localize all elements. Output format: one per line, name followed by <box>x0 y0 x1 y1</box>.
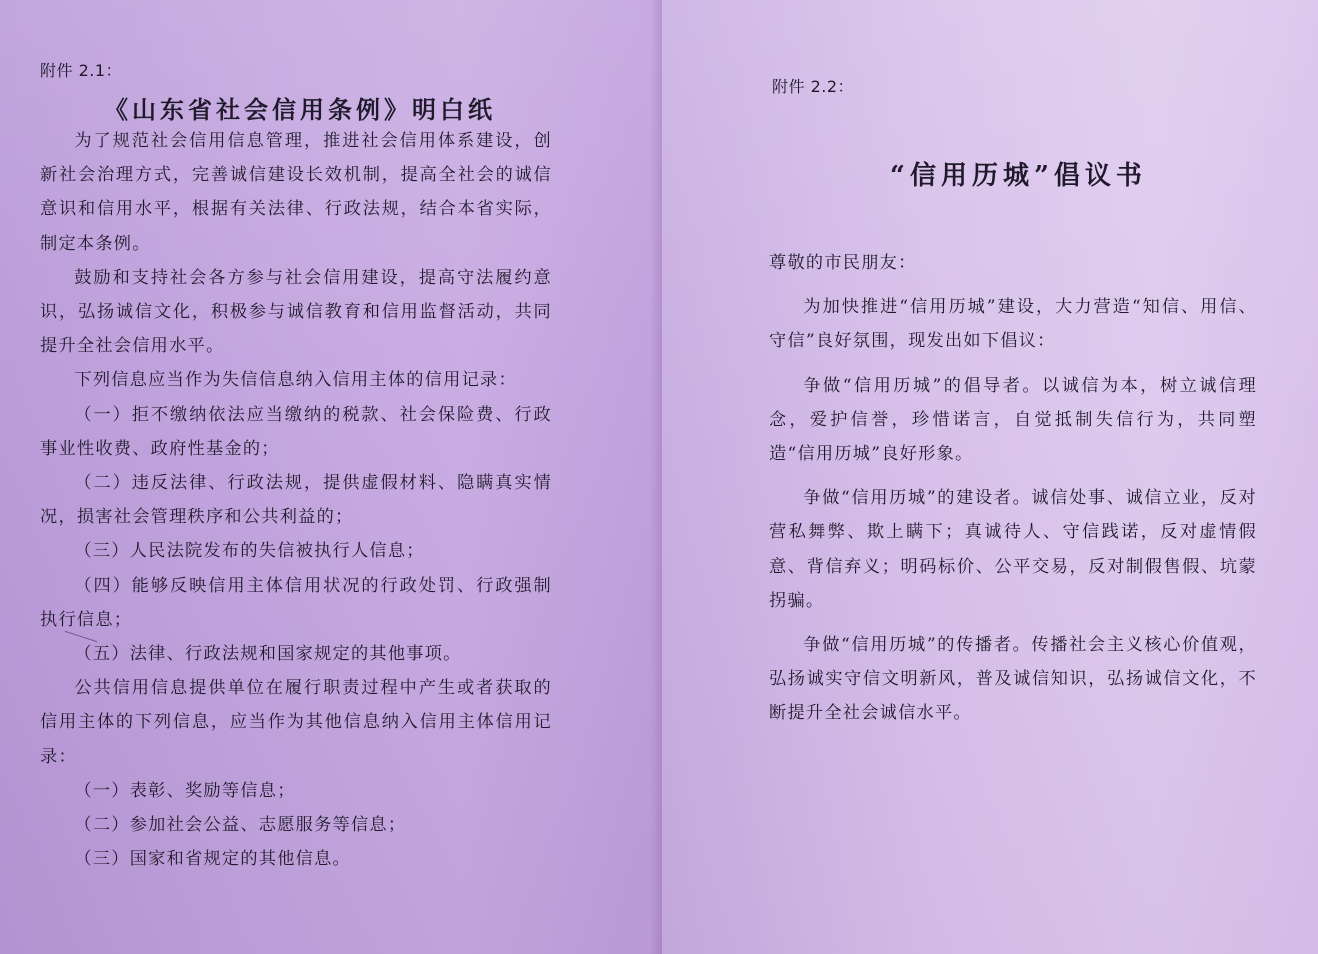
greeting: 尊敬的市民朋友： <box>769 253 917 273</box>
right-page <box>662 0 1318 954</box>
right-paragraph-2: 争做“信用历城”的倡导者。以诚信为本，树立诚信理念，爱护信誉，珍惜诺言，自觉抵制失信行为，共同塑造“信用历城”良好形象。 <box>769 375 1257 465</box>
left-other-info-item-1: （一）表彰、奖励等信息； <box>74 780 296 801</box>
left-list-item-4: （四）能够反映信用主体信用状况的行政处罚、行政强制执行信息； <box>40 575 552 630</box>
left-other-info-item-3: （三）国家和省规定的其他信息。 <box>74 849 351 870</box>
left-paragraph-4: 公共信用信息提供单位在履行职责过程中产生或者获取的信用主体的下列信息，应当作为其他信息纳入信用主体信用记录： <box>40 678 552 767</box>
left-attachment-label: 附件 2.1： <box>40 61 123 80</box>
left-list-item-3: （三）人民法院发布的失信被执行人信息； <box>74 541 425 562</box>
left-page-body <box>40 124 552 876</box>
left-list-item-5: （五）法律、行政法规和国家规定的其他事项。 <box>74 644 462 665</box>
left-paragraph-2: 鼓励和支持社会各方参与社会信用建设，提高守法履约意识，弘扬诚信文化，积极参与诚信教育和信用监督活动，共同提升全社会信用水平。 <box>40 267 552 357</box>
left-page-title: 《山东省社会信用条例》明白纸 <box>104 95 496 124</box>
right-page-title: “信用历城”倡议书 <box>890 161 1147 191</box>
right-paragraph-4: 争做“信用历城”的传播者。传播社会主义核心价值观，弘扬诚实守信文明新风，普及诚信知识，弘扬诚信文化，不断提升全社会诚信水平。 <box>769 635 1257 724</box>
right-paragraph-3: 争做“信用历城”的建设者。诚信处事、诚信立业，反对营私舞弊、欺上瞒下；真诚待人、守信践诺，反对虚情假意、背信弃义；明码标价、公平交易，反对制假售假、坑蒙拐骗。 <box>769 488 1257 611</box>
left-paragraph-1: 为了规范社会信用信息管理，推进社会信用体系建设，创新社会治理方式，完善诚信建设长效机制，提高全社会的诚信意识和信用水平，根据有关法律、行政法规，结合本省实际，制定本条例。 <box>40 131 552 254</box>
right-attachment-label: 附件 2.2： <box>772 77 855 96</box>
left-list-item-1: （一）拒不缴纳依法应当缴纳的税款、社会保险费、行政事业性收费、政府性基金的； <box>40 404 552 459</box>
left-paragraph-3: 下列信息应当作为失信信息纳入信用主体的信用记录： <box>74 370 517 391</box>
left-other-info-item-2: （二）参加社会公益、志愿服务等信息； <box>74 815 407 836</box>
left-list-item-2: （二）违反法律、行政法规，提供虚假材料、隐瞒真实情况，损害社会管理秩序和公共利益的； <box>40 473 552 528</box>
right-paragraph-1: 为加快推进“信用历城”建设，大力营造“知信、用信、守信”良好氛围，现发出如下倡议： <box>769 297 1257 352</box>
right-page-body <box>769 246 1257 731</box>
